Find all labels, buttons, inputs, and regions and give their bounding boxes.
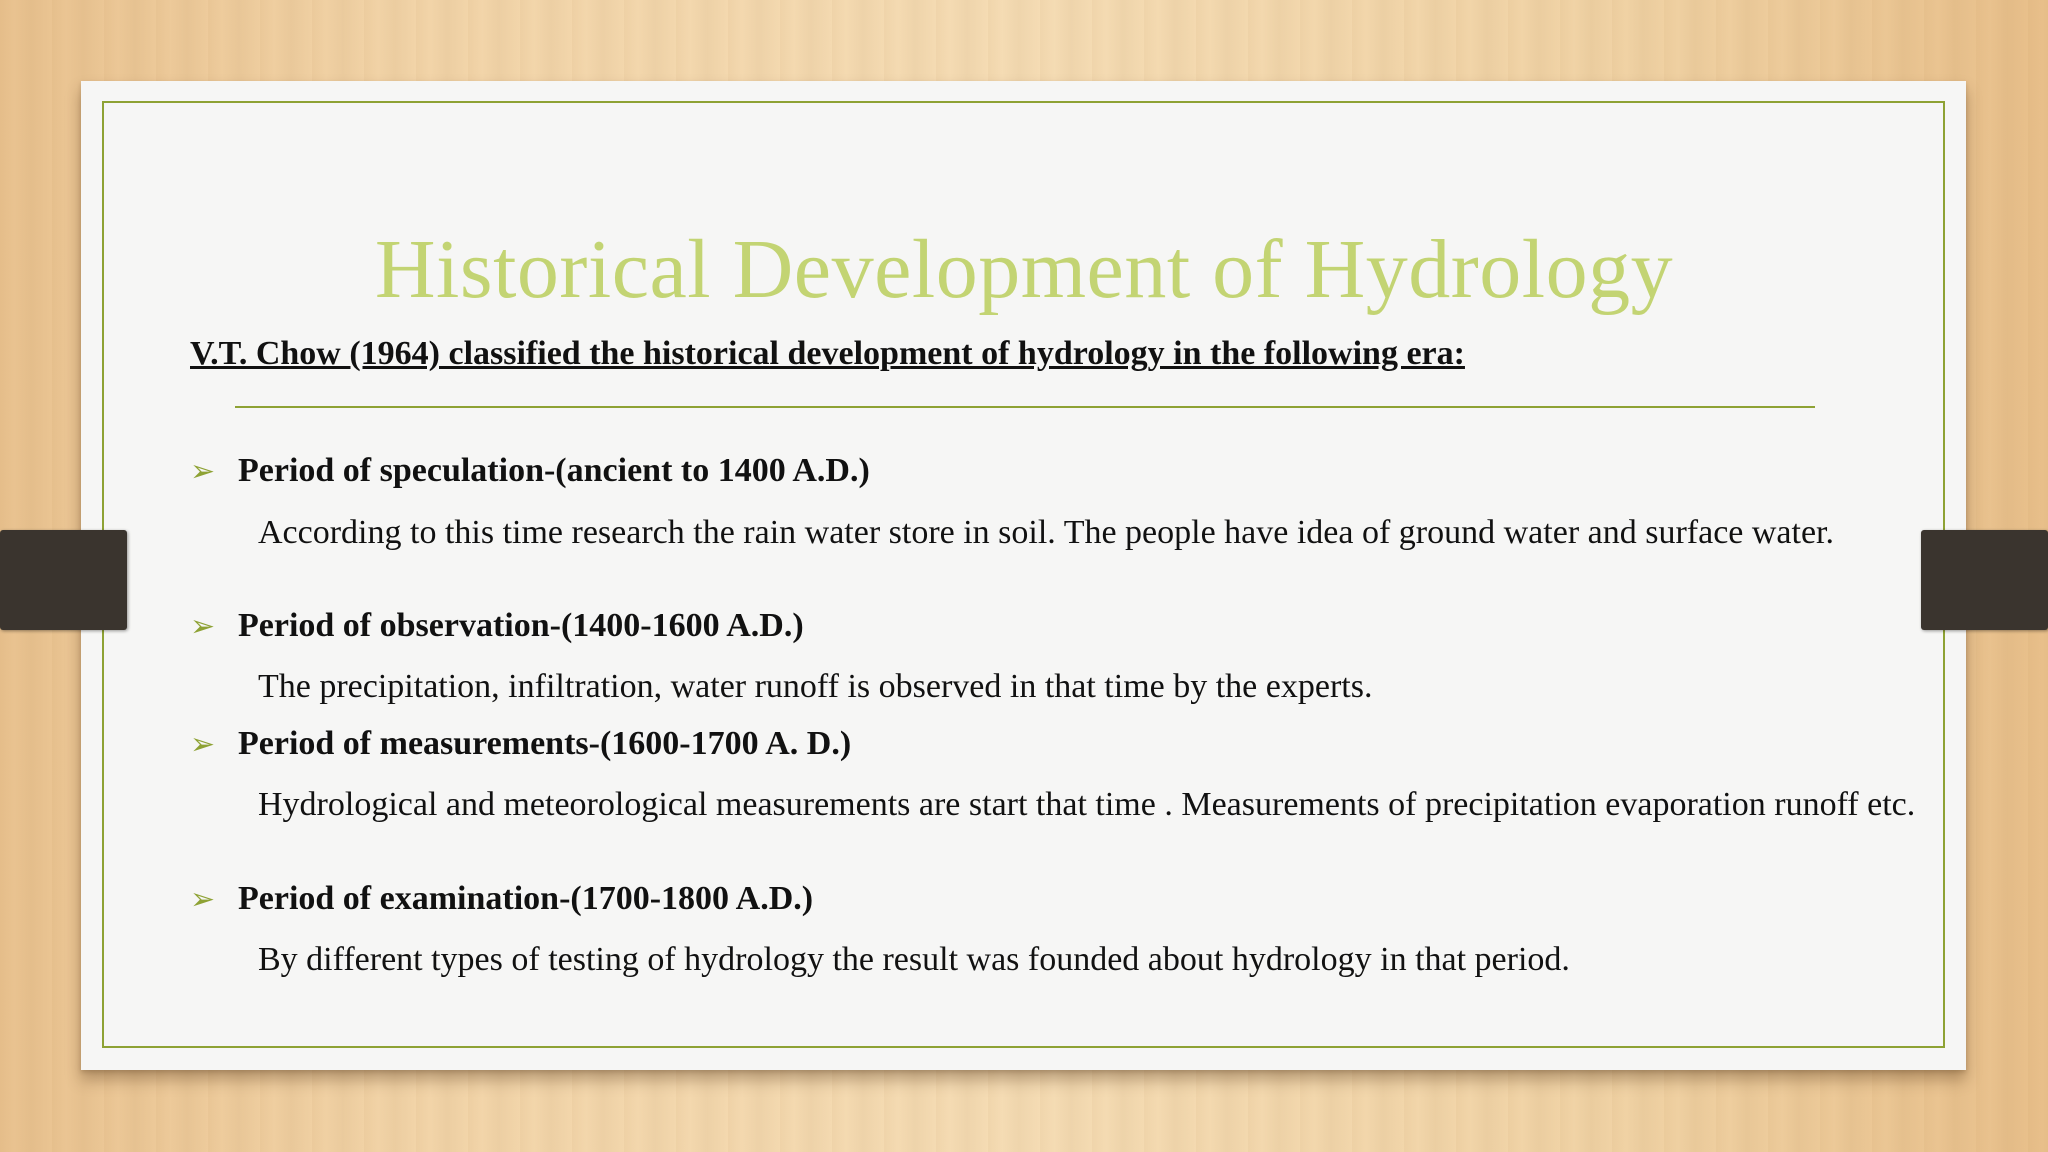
period-heading-label: Period of measurements-(1600-1700 A. D.) xyxy=(238,725,852,762)
arrowhead-bullet-icon: ➢ xyxy=(190,882,216,917)
left-binder-clip xyxy=(0,530,127,630)
arrowhead-bullet-icon: ➢ xyxy=(190,727,216,762)
period-text-speculation: According to this time research the rain water store in soil. The people have idea of ground water and surface water. xyxy=(258,514,1835,551)
period-heading-label: Period of observation-(1400-1600 A.D.) xyxy=(238,607,804,644)
title-divider xyxy=(235,406,1815,408)
slide-subtitle: V.T. Chow (1964) classified the historical development of hydrology in the following era: xyxy=(190,335,1465,372)
right-binder-clip xyxy=(1921,530,2048,630)
period-heading-measurements xyxy=(190,724,851,765)
period-text-measurements: Hydrological and meteorological measurements are start that time . Measurements of precipitation evaporation runoff etc. xyxy=(258,786,1916,823)
period-heading-speculation xyxy=(190,451,870,492)
slide-title: Historical Development of Hydrology xyxy=(374,223,1674,316)
arrowhead-bullet-icon: ➢ xyxy=(190,454,216,489)
period-heading-label: Period of speculation-(ancient to 1400 A.D.) xyxy=(238,452,870,489)
period-text-examination: By different types of testing of hydrology the result was founded about hydrology in that period. xyxy=(258,941,1570,978)
period-heading-examination xyxy=(190,879,813,920)
period-heading-label: Period of examination-(1700-1800 A.D.) xyxy=(238,880,814,917)
period-heading-observation xyxy=(190,606,804,647)
period-text-observation: The precipitation, infiltration, water runoff is observed in that time by the experts. xyxy=(258,668,1373,705)
arrowhead-bullet-icon: ➢ xyxy=(190,609,216,644)
